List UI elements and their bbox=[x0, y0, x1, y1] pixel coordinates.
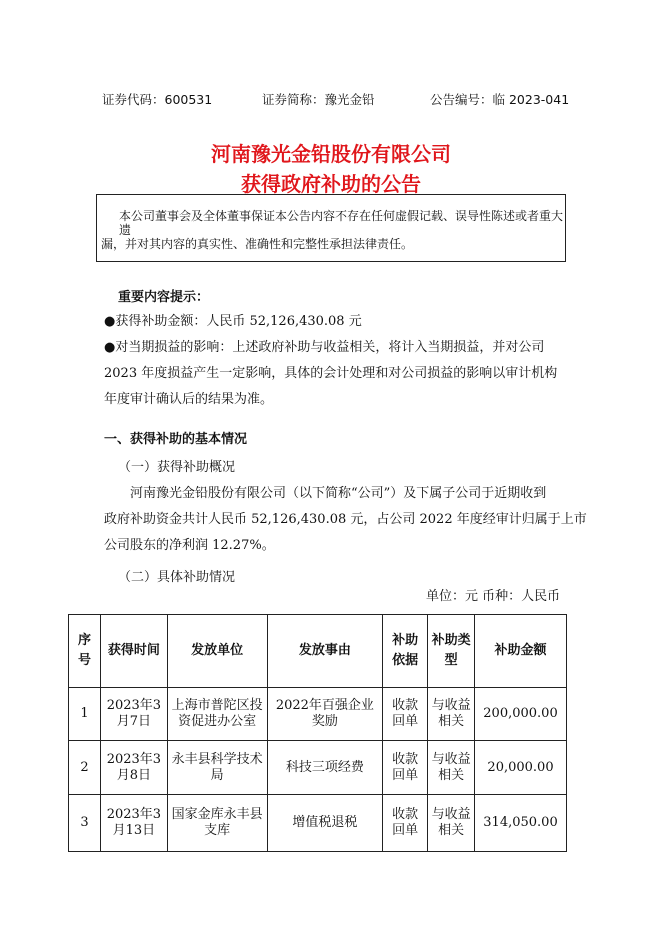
section1-heading: 一、获得补助的基本情况 bbox=[104, 432, 248, 447]
cell-reason: 科技三项经费 bbox=[267, 741, 383, 795]
company-title: 河南豫光金铅股份有限公司 bbox=[211, 142, 451, 166]
cell-type: 与收益相关 bbox=[428, 795, 475, 852]
highlight-amount: ●获得补助金额：人民币 52,126,430.08 元 bbox=[104, 314, 362, 329]
header-cell: 发放事由 bbox=[267, 615, 383, 688]
highlight-impact-l1: ●对当期损益的影响：上述政府补助与收益相关，将计入当期损益，并对公司 bbox=[104, 340, 545, 355]
header-cell: 补助金额 bbox=[475, 615, 567, 688]
cell-amount: 200,000.00 bbox=[475, 688, 567, 741]
cell-basis: 收款回单 bbox=[383, 688, 428, 741]
table-row bbox=[69, 741, 567, 795]
cell-index: 2 bbox=[69, 741, 101, 795]
table-header-row bbox=[69, 615, 567, 688]
cell-issuer: 永丰县科学技术局 bbox=[167, 741, 267, 795]
cell-index: 3 bbox=[69, 795, 101, 852]
header-cell: 补助依据 bbox=[383, 615, 428, 688]
disclaimer-box bbox=[96, 194, 566, 262]
cell-basis: 收款回单 bbox=[383, 741, 428, 795]
subsidy-table bbox=[68, 614, 567, 852]
disclaimer-line1: 本公司董事会及全体董事保证本公告内容不存在任何虚假记载、误导性陈述或者重大遗 bbox=[119, 209, 564, 237]
disclaimer-line2: 漏，并对其内容的真实性、准确性和完整性承担法律责任。 bbox=[101, 237, 414, 251]
cell-issuer: 上海市普陀区投资促进办公室 bbox=[167, 688, 267, 741]
unit-note: 单位：元 币种：人民币 bbox=[426, 589, 561, 604]
header-cell: 获得时间 bbox=[100, 615, 167, 688]
cell-type: 与收益相关 bbox=[428, 741, 475, 795]
cell-index: 1 bbox=[69, 688, 101, 741]
overview-para-l1: 河南豫光金铅股份有限公司（以下简称“公司”）及下属子公司于近期收到 bbox=[130, 486, 547, 501]
subsection-details: （二）具体补助情况 bbox=[118, 570, 236, 585]
overview-para-l3: 公司股东的净利润 12.27%。 bbox=[104, 538, 275, 553]
subsection-overview: （一）获得补助概况 bbox=[118, 460, 236, 475]
table-row bbox=[69, 688, 567, 741]
cell-type: 与收益相关 bbox=[428, 688, 475, 741]
highlights-heading: 重要内容提示： bbox=[118, 290, 210, 305]
cell-issuer: 国家金库永丰县支库 bbox=[167, 795, 267, 852]
header-cell: 补助类型 bbox=[428, 615, 475, 688]
cell-reason: 2022年百强企业奖励 bbox=[267, 688, 383, 741]
highlight-impact-l2: 2023 年度损益产生一定影响，具体的会计处理和对公司损益的影响以审计机构 bbox=[104, 366, 558, 381]
table-row bbox=[69, 795, 567, 852]
cell-date: 2023年3月13日 bbox=[100, 795, 167, 852]
security-short-name: 证券简称：豫光金铅 bbox=[262, 92, 375, 107]
header-cell: 序号 bbox=[69, 615, 101, 688]
cell-date: 2023年3月8日 bbox=[100, 741, 167, 795]
cell-date: 2023年3月7日 bbox=[100, 688, 167, 741]
overview-para-l2: 政府补助资金共计人民币 52,126,430.08 元，占公司 2022 年度经审计归属于上市 bbox=[104, 512, 587, 527]
header-cell: 发放单位 bbox=[167, 615, 267, 688]
cell-basis: 收款回单 bbox=[383, 795, 428, 852]
security-code: 证券代码：600531 bbox=[102, 92, 213, 107]
notice-title: 获得政府补助的公告 bbox=[241, 172, 421, 196]
highlight-impact-l3: 年度审计确认后的结果为准。 bbox=[104, 392, 274, 407]
notice-number: 公告编号：临 2023-041 bbox=[430, 92, 570, 107]
cell-amount: 314,050.00 bbox=[475, 795, 567, 852]
cell-reason: 增值税退税 bbox=[267, 795, 383, 852]
cell-amount: 20,000.00 bbox=[475, 741, 567, 795]
